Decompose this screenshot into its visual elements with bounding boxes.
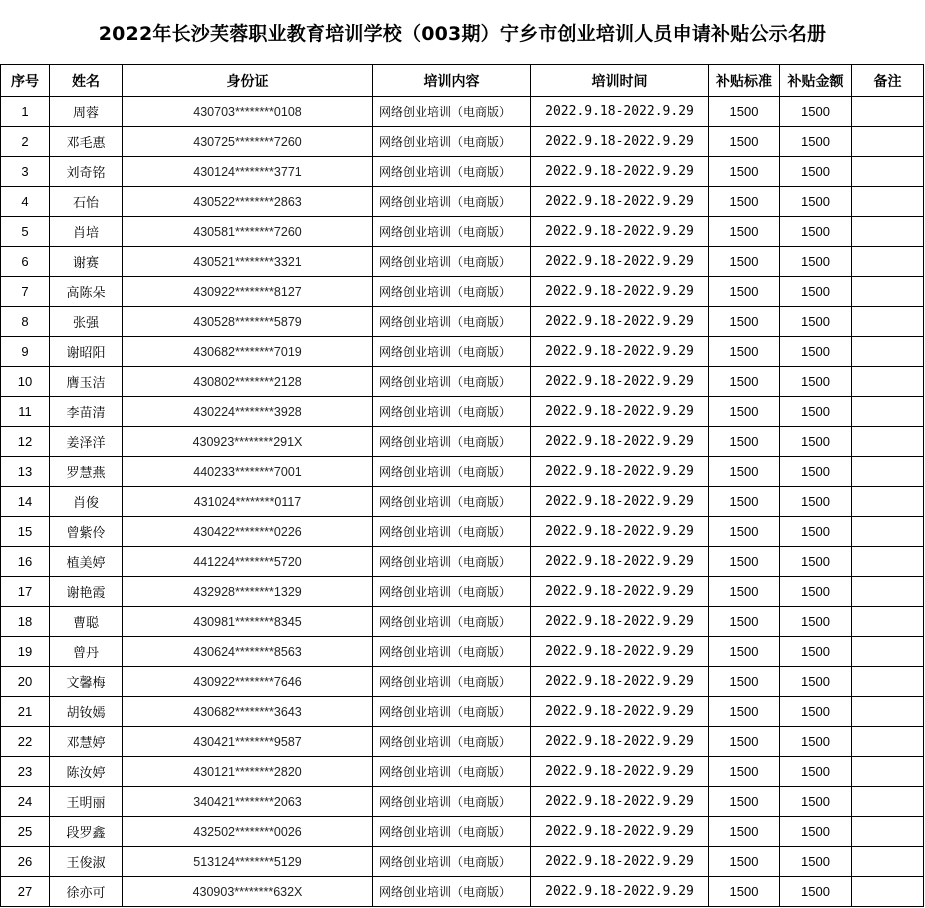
- cell-no: 13: [1, 457, 50, 487]
- table-row: [1, 787, 924, 817]
- header-note: 备注: [852, 65, 924, 97]
- cell-course: 网络创业培训（电商版）: [373, 787, 531, 817]
- cell-name: 王俊淑: [50, 847, 123, 877]
- cell-name: 高陈朵: [50, 277, 123, 307]
- cell-note: [852, 187, 924, 217]
- cell-time: 2022.9.18-2022.9.29: [531, 667, 709, 697]
- cell-note: [852, 247, 924, 277]
- cell-no: 24: [1, 787, 50, 817]
- cell-name: 曾丹: [50, 637, 123, 667]
- cell-course: 网络创业培训（电商版）: [373, 367, 531, 397]
- cell-id: 430922********7646: [123, 667, 373, 697]
- cell-id: 430422********0226: [123, 517, 373, 547]
- cell-time: 2022.9.18-2022.9.29: [531, 787, 709, 817]
- cell-time: 2022.9.18-2022.9.29: [531, 877, 709, 907]
- cell-no: 5: [1, 217, 50, 247]
- cell-standard: 1500: [709, 817, 780, 847]
- cell-course: 网络创业培训（电商版）: [373, 427, 531, 457]
- cell-name: 石怡: [50, 187, 123, 217]
- table-row: [1, 397, 924, 427]
- cell-standard: 1500: [709, 757, 780, 787]
- cell-note: [852, 487, 924, 517]
- cell-id: 430923********291X: [123, 427, 373, 457]
- cell-name: 文馨梅: [50, 667, 123, 697]
- cell-no: 21: [1, 697, 50, 727]
- cell-name: 邓毛惠: [50, 127, 123, 157]
- cell-course: 网络创业培训（电商版）: [373, 217, 531, 247]
- table-row: [1, 277, 924, 307]
- cell-standard: 1500: [709, 487, 780, 517]
- cell-id: 430922********8127: [123, 277, 373, 307]
- cell-no: 25: [1, 817, 50, 847]
- cell-standard: 1500: [709, 637, 780, 667]
- cell-note: [852, 877, 924, 907]
- cell-time: 2022.9.18-2022.9.29: [531, 757, 709, 787]
- table-row: [1, 607, 924, 637]
- cell-no: 7: [1, 277, 50, 307]
- cell-amount: 1500: [780, 247, 852, 277]
- cell-id: 432502********0026: [123, 817, 373, 847]
- table-row: [1, 637, 924, 667]
- cell-amount: 1500: [780, 637, 852, 667]
- cell-course: 网络创业培训（电商版）: [373, 607, 531, 637]
- cell-course: 网络创业培训（电商版）: [373, 757, 531, 787]
- table-row: [1, 517, 924, 547]
- cell-course: 网络创业培训（电商版）: [373, 157, 531, 187]
- table-row: [1, 757, 924, 787]
- cell-no: 2: [1, 127, 50, 157]
- cell-amount: 1500: [780, 487, 852, 517]
- table-row: [1, 547, 924, 577]
- cell-standard: 1500: [709, 577, 780, 607]
- cell-time: 2022.9.18-2022.9.29: [531, 367, 709, 397]
- cell-standard: 1500: [709, 607, 780, 637]
- cell-name: 李苗清: [50, 397, 123, 427]
- cell-amount: 1500: [780, 547, 852, 577]
- cell-note: [852, 667, 924, 697]
- cell-id: 430224********3928: [123, 397, 373, 427]
- cell-id: 513124********5129: [123, 847, 373, 877]
- cell-time: 2022.9.18-2022.9.29: [531, 277, 709, 307]
- cell-amount: 1500: [780, 127, 852, 157]
- cell-amount: 1500: [780, 367, 852, 397]
- table-row: [1, 217, 924, 247]
- header-no: 序号: [1, 65, 50, 97]
- cell-amount: 1500: [780, 277, 852, 307]
- cell-time: 2022.9.18-2022.9.29: [531, 727, 709, 757]
- cell-id: 430421********9587: [123, 727, 373, 757]
- cell-course: 网络创业培训（电商版）: [373, 187, 531, 217]
- cell-standard: 1500: [709, 157, 780, 187]
- cell-time: 2022.9.18-2022.9.29: [531, 697, 709, 727]
- cell-name: 谢赛: [50, 247, 123, 277]
- cell-time: 2022.9.18-2022.9.29: [531, 157, 709, 187]
- cell-note: [852, 547, 924, 577]
- header-time: 培训时间: [531, 65, 709, 97]
- cell-course: 网络创业培训（电商版）: [373, 487, 531, 517]
- cell-course: 网络创业培训（电商版）: [373, 697, 531, 727]
- cell-time: 2022.9.18-2022.9.29: [531, 487, 709, 517]
- cell-no: 23: [1, 757, 50, 787]
- cell-course: 网络创业培训（电商版）: [373, 457, 531, 487]
- table-row: [1, 817, 924, 847]
- cell-course: 网络创业培训（电商版）: [373, 577, 531, 607]
- cell-no: 27: [1, 877, 50, 907]
- cell-amount: 1500: [780, 457, 852, 487]
- cell-course: 网络创业培训（电商版）: [373, 337, 531, 367]
- cell-course: 网络创业培训（电商版）: [373, 667, 531, 697]
- table-row: [1, 187, 924, 217]
- cell-standard: 1500: [709, 247, 780, 277]
- cell-standard: 1500: [709, 517, 780, 547]
- cell-name: 胡钕嫣: [50, 697, 123, 727]
- cell-id: 430725********7260: [123, 127, 373, 157]
- cell-name: 谢艳霞: [50, 577, 123, 607]
- cell-amount: 1500: [780, 817, 852, 847]
- cell-name: 刘奇铭: [50, 157, 123, 187]
- cell-id: 430124********3771: [123, 157, 373, 187]
- cell-time: 2022.9.18-2022.9.29: [531, 247, 709, 277]
- cell-id: 430981********8345: [123, 607, 373, 637]
- cell-note: [852, 457, 924, 487]
- cell-course: 网络创业培训（电商版）: [373, 247, 531, 277]
- cell-amount: 1500: [780, 187, 852, 217]
- cell-standard: 1500: [709, 217, 780, 247]
- cell-course: 网络创业培训（电商版）: [373, 397, 531, 427]
- cell-standard: 1500: [709, 457, 780, 487]
- cell-id: 430521********3321: [123, 247, 373, 277]
- cell-name: 张强: [50, 307, 123, 337]
- table-row: [1, 247, 924, 277]
- cell-course: 网络创业培训（电商版）: [373, 847, 531, 877]
- cell-name: 肖俊: [50, 487, 123, 517]
- cell-note: [852, 637, 924, 667]
- table-row: [1, 337, 924, 367]
- cell-no: 19: [1, 637, 50, 667]
- cell-no: 11: [1, 397, 50, 427]
- cell-name: 姜泽洋: [50, 427, 123, 457]
- cell-name: 曾紫伶: [50, 517, 123, 547]
- cell-course: 网络创业培训（电商版）: [373, 817, 531, 847]
- cell-amount: 1500: [780, 217, 852, 247]
- cell-name: 段罗鑫: [50, 817, 123, 847]
- cell-standard: 1500: [709, 427, 780, 457]
- cell-id: 430703********0108: [123, 97, 373, 127]
- cell-time: 2022.9.18-2022.9.29: [531, 517, 709, 547]
- page-title: 2022年长沙芙蓉职业教育培训学校（003期）宁乡市创业培训人员申请补贴公示名册: [98, 22, 827, 45]
- cell-id: 430682********7019: [123, 337, 373, 367]
- cell-id: 340421********2063: [123, 787, 373, 817]
- cell-no: 10: [1, 367, 50, 397]
- cell-id: 432928********1329: [123, 577, 373, 607]
- cell-amount: 1500: [780, 757, 852, 787]
- cell-note: [852, 367, 924, 397]
- cell-no: 8: [1, 307, 50, 337]
- cell-standard: 1500: [709, 547, 780, 577]
- cell-id: 440233********7001: [123, 457, 373, 487]
- cell-amount: 1500: [780, 517, 852, 547]
- cell-amount: 1500: [780, 157, 852, 187]
- cell-id: 430903********632X: [123, 877, 373, 907]
- cell-name: 膺玉洁: [50, 367, 123, 397]
- cell-time: 2022.9.18-2022.9.29: [531, 547, 709, 577]
- cell-name: 陈汝婷: [50, 757, 123, 787]
- cell-no: 1: [1, 97, 50, 127]
- table-row: [1, 697, 924, 727]
- cell-standard: 1500: [709, 187, 780, 217]
- cell-name: 邓慧婷: [50, 727, 123, 757]
- cell-no: 22: [1, 727, 50, 757]
- cell-name: 徐亦可: [50, 877, 123, 907]
- cell-time: 2022.9.18-2022.9.29: [531, 187, 709, 217]
- cell-standard: 1500: [709, 847, 780, 877]
- cell-standard: 1500: [709, 787, 780, 817]
- cell-course: 网络创业培训（电商版）: [373, 307, 531, 337]
- header-name: 姓名: [50, 65, 123, 97]
- cell-no: 14: [1, 487, 50, 517]
- cell-note: [852, 607, 924, 637]
- cell-amount: 1500: [780, 847, 852, 877]
- cell-course: 网络创业培训（电商版）: [373, 127, 531, 157]
- cell-name: 谢昭阳: [50, 337, 123, 367]
- cell-standard: 1500: [709, 667, 780, 697]
- cell-standard: 1500: [709, 727, 780, 757]
- table-row: [1, 457, 924, 487]
- cell-time: 2022.9.18-2022.9.29: [531, 637, 709, 667]
- cell-no: 4: [1, 187, 50, 217]
- cell-amount: 1500: [780, 307, 852, 337]
- cell-amount: 1500: [780, 667, 852, 697]
- cell-time: 2022.9.18-2022.9.29: [531, 97, 709, 127]
- cell-no: 15: [1, 517, 50, 547]
- cell-time: 2022.9.18-2022.9.29: [531, 577, 709, 607]
- cell-id: 430522********2863: [123, 187, 373, 217]
- cell-no: 17: [1, 577, 50, 607]
- table-row: [1, 487, 924, 517]
- table-row: [1, 877, 924, 907]
- cell-course: 网络创业培训（电商版）: [373, 727, 531, 757]
- cell-time: 2022.9.18-2022.9.29: [531, 847, 709, 877]
- cell-note: [852, 847, 924, 877]
- cell-id: 430581********7260: [123, 217, 373, 247]
- cell-name: 曹聪: [50, 607, 123, 637]
- roster-table: [0, 64, 924, 907]
- cell-note: [852, 127, 924, 157]
- cell-note: [852, 397, 924, 427]
- cell-note: [852, 727, 924, 757]
- cell-name: 罗慧燕: [50, 457, 123, 487]
- cell-id: 431024********0117: [123, 487, 373, 517]
- cell-course: 网络创业培训（电商版）: [373, 517, 531, 547]
- cell-standard: 1500: [709, 277, 780, 307]
- table-row: [1, 127, 924, 157]
- table-row: [1, 667, 924, 697]
- cell-amount: 1500: [780, 727, 852, 757]
- cell-course: 网络创业培训（电商版）: [373, 97, 531, 127]
- cell-note: [852, 817, 924, 847]
- cell-no: 12: [1, 427, 50, 457]
- cell-standard: 1500: [709, 127, 780, 157]
- cell-id: 430121********2820: [123, 757, 373, 787]
- table-row: [1, 97, 924, 127]
- cell-time: 2022.9.18-2022.9.29: [531, 607, 709, 637]
- cell-no: 6: [1, 247, 50, 277]
- cell-amount: 1500: [780, 607, 852, 637]
- cell-note: [852, 97, 924, 127]
- header-id: 身份证: [123, 65, 373, 97]
- cell-note: [852, 577, 924, 607]
- cell-note: [852, 157, 924, 187]
- cell-id: 430682********3643: [123, 697, 373, 727]
- cell-time: 2022.9.18-2022.9.29: [531, 397, 709, 427]
- cell-standard: 1500: [709, 307, 780, 337]
- table-row: [1, 577, 924, 607]
- cell-name: 植美婷: [50, 547, 123, 577]
- cell-time: 2022.9.18-2022.9.29: [531, 817, 709, 847]
- table-row: [1, 307, 924, 337]
- cell-note: [852, 757, 924, 787]
- cell-time: 2022.9.18-2022.9.29: [531, 337, 709, 367]
- cell-time: 2022.9.18-2022.9.29: [531, 457, 709, 487]
- cell-course: 网络创业培训（电商版）: [373, 277, 531, 307]
- table-row: [1, 427, 924, 457]
- cell-no: 20: [1, 667, 50, 697]
- cell-no: 9: [1, 337, 50, 367]
- cell-no: 18: [1, 607, 50, 637]
- cell-no: 16: [1, 547, 50, 577]
- cell-note: [852, 277, 924, 307]
- cell-course: 网络创业培训（电商版）: [373, 637, 531, 667]
- cell-standard: 1500: [709, 697, 780, 727]
- cell-standard: 1500: [709, 367, 780, 397]
- cell-amount: 1500: [780, 97, 852, 127]
- cell-note: [852, 217, 924, 247]
- cell-no: 3: [1, 157, 50, 187]
- cell-note: [852, 787, 924, 817]
- cell-name: 肖培: [50, 217, 123, 247]
- table-row: [1, 367, 924, 397]
- cell-id: 430802********2128: [123, 367, 373, 397]
- cell-amount: 1500: [780, 877, 852, 907]
- cell-time: 2022.9.18-2022.9.29: [531, 127, 709, 157]
- cell-amount: 1500: [780, 337, 852, 367]
- cell-id: 430528********5879: [123, 307, 373, 337]
- cell-standard: 1500: [709, 337, 780, 367]
- cell-note: [852, 337, 924, 367]
- header-amount: 补贴金额: [780, 65, 852, 97]
- cell-time: 2022.9.18-2022.9.29: [531, 217, 709, 247]
- header-course: 培训内容: [373, 65, 531, 97]
- cell-note: [852, 427, 924, 457]
- cell-time: 2022.9.18-2022.9.29: [531, 307, 709, 337]
- cell-name: 周蓉: [50, 97, 123, 127]
- table-header-row: [1, 65, 924, 97]
- cell-standard: 1500: [709, 397, 780, 427]
- cell-amount: 1500: [780, 577, 852, 607]
- cell-amount: 1500: [780, 397, 852, 427]
- cell-note: [852, 517, 924, 547]
- cell-id: 441224********5720: [123, 547, 373, 577]
- cell-course: 网络创业培训（电商版）: [373, 877, 531, 907]
- table-row: [1, 847, 924, 877]
- cell-id: 430624********8563: [123, 637, 373, 667]
- cell-course: 网络创业培训（电商版）: [373, 547, 531, 577]
- cell-amount: 1500: [780, 697, 852, 727]
- cell-note: [852, 307, 924, 337]
- cell-standard: 1500: [709, 97, 780, 127]
- cell-name: 王明丽: [50, 787, 123, 817]
- table-row: [1, 727, 924, 757]
- cell-time: 2022.9.18-2022.9.29: [531, 427, 709, 457]
- cell-amount: 1500: [780, 787, 852, 817]
- cell-no: 26: [1, 847, 50, 877]
- table-row: [1, 157, 924, 187]
- cell-note: [852, 697, 924, 727]
- header-standard: 补贴标准: [709, 65, 780, 97]
- cell-standard: 1500: [709, 877, 780, 907]
- cell-amount: 1500: [780, 427, 852, 457]
